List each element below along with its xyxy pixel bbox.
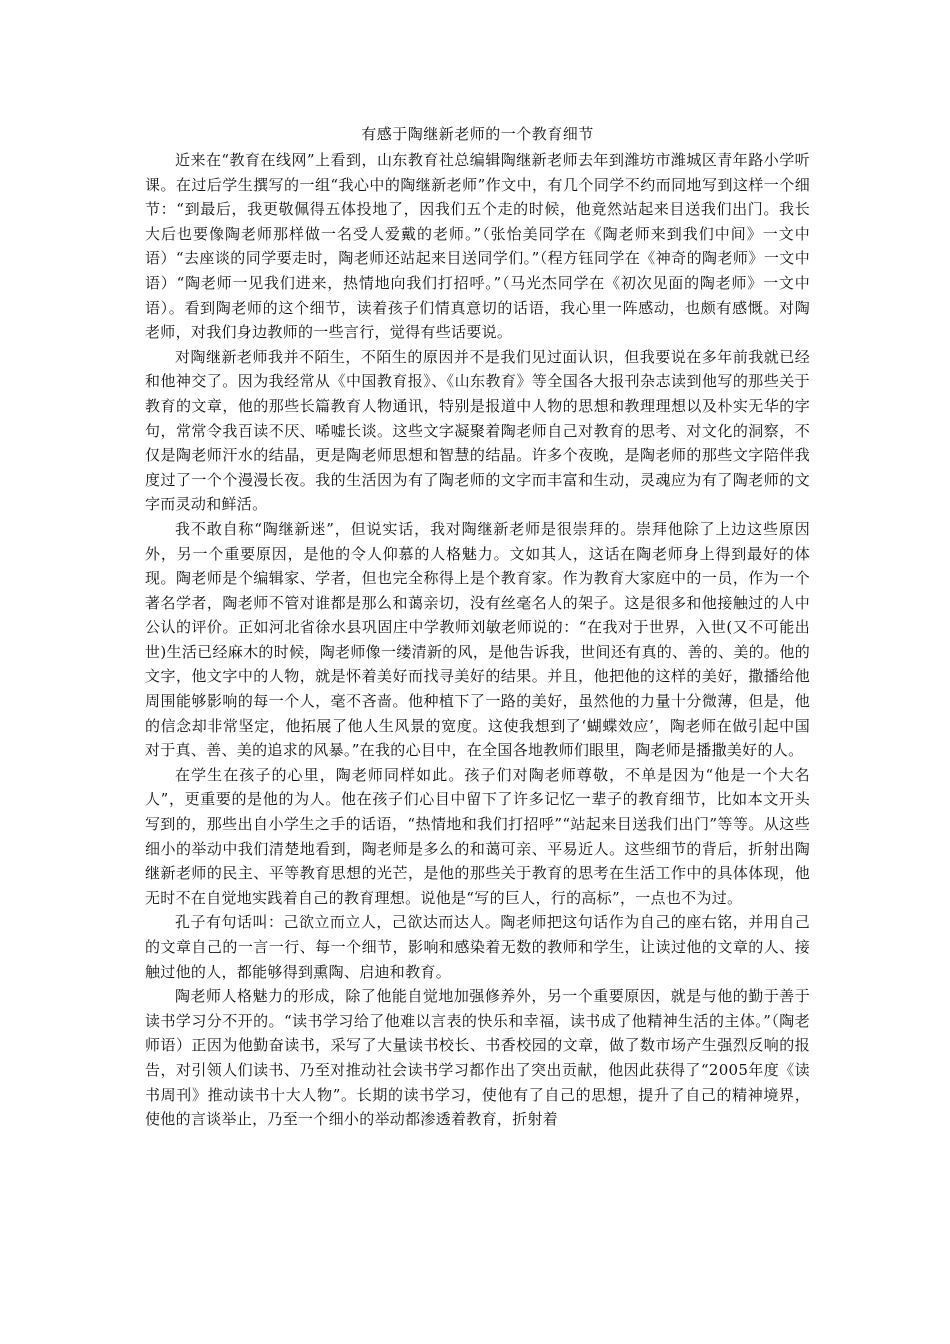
paragraph-6: 陶老师人格魅力的形成，除了他能自觉地加强修养外，另一个重要原因，就是与他的勤于善于读书学习分不开的。“读书学习给了他难以言表的快乐和幸福，读书成了他精神生活的主体。”（陶老师语）正因为他勤奋读书，采写了大量读书校长、书香校园的文章，做了数市场产生强烈反响的报告，对引领人们读书、乃至对推动社会读书学习都作出了突出贡献，他因此获得了“2005年度《读书周刊》推动读书十大人物”。长期的读书学习，使他有了自己的思想，提升了自己的精神境界，使他的言谈举止，乃至一个细小的举动都渗透着教育，折射着 [145, 987, 810, 1129]
paragraph-5: 孔子有句话叫：己欲立而立人，己欲达而达人。陶老师把这句话作为自己的座右铭，并用自己的文章自己的一言一行、每一个细节，影响和感染着无数的教师和学生，让读过他的文章的人、接触过他的人，都能够得到熏陶、启迪和教育。 [145, 913, 810, 981]
paragraph-3: 我不敢自称“陶继新迷”，但说实话，我对陶继新老师是很崇拜的。崇拜他除了上边这些原因外，另一个重要原因，是他的令人仰慕的人格魅力。文如其人，这话在陶老师身上得到最好的体现。陶老师是个编辑家、学者，但也完全称得上是个教育家。作为教育大家庭中的一员，作为一个著名学者，陶老师不管对谁都是那么和蔼亲切，没有丝毫名人的架子。这是很多和他接触过的人中公认的评价。正如河北省徐水县巩固庄中学教师刘敏老师说的：“在我对于世界，入世(又不可能出世)生活已经麻木的时候，陶老师像一缕清新的风，是他告诉我，世间还有真的、善的、美的。他的文字，他文字中的人物，就是怀着美好而找寻美好的结果。并且，他把他的这样的美好，撒播给他周围能够影响的每一个人，毫不吝啬。他种植下了一路的美好，虽然他的力量十分微薄，但是，他的信念却非常坚定，他拓展了他人生风景的宽度。这使我想到了‘蝴蝶效应’，陶老师在做引起中国对于真、善、美的追求的风暴。”在我的心目中，在全国各地教师们眼里，陶老师是播撒美好的人。 [145, 519, 810, 760]
paragraph-4: 在学生在孩子的心里，陶老师同样如此。孩子们对陶老师尊敬，不单是因为“他是一个大名人”，更重要的是他的为人。他在孩子们心目中留下了许多记忆一辈子的教育细节，比如本文开头写到的，那些出自小学生之手的话语，“热情地和我们打招呼”“站起来目送我们出门”等等。从这些细小的举动中我们清楚地看到，陶老师是多么的和蔼可亲、平易近人。这些细节的背后，折射出陶继新老师的民主、平等教育思想的光芒，是他的那些关于教育的思考在生活工作中的具体体现，他无时不在自觉地实践着自己的教育理想。说他是“写的巨人，行的高标”，一点也不为过。 [145, 765, 810, 907]
document-page [145, 122, 810, 1132]
paragraph-2: 对陶继新老师我并不陌生，不陌生的原因并不是我们见过面认识，但我要说在多年前我就已经和他神交了。因为我经常从《中国教育报》、《山东教育》等全国各大报刊杂志读到他写的那些关于教育的文章，他的那些长篇教育人物通讯，特别是报道中人物的思想和教理理想以及朴实无华的字句，常常令我百读不厌、唏嘘长谈。这些文字凝聚着陶老师自己对教育的思考、对文化的洞察，不仅是陶老师汗水的结晶，更是陶老师思想和智慧的结晶。许多个夜晚，是陶老师的那些文字陪伴我度过了一个个漫漫长夜。我的生活因为有了陶老师的文字而丰富和生动，灵魂应为有了陶老师的文字而灵动和鲜活。 [145, 347, 810, 514]
document-title: 有感于陶继新老师的一个教育细节 [361, 125, 594, 143]
paragraph-1: 近来在“教育在线网”上看到，山东教育社总编辑陶继新老师去年到潍坊市潍城区青年路小学听课。在过后学生撰写的一组“我心中的陶继新老师”作文中，有几个同学不约而同地写到这样一个细节：“到最后，我更敬佩得五体投地了，因我们五个走的时候，他竟然站起来目送我们出门。我长大后也要像陶老师那样做一名受人爱戴的老师。”（张怡美同学在《陶老师来到我们中间》一文中语）“去座谈的同学要走时，陶老师还站起来目送同学们。”（程方钰同学在《神奇的陶老师》一文中语）“陶老师一见我们进来，热情地向我们打招呼。”（马光杰同学在《初次见面的陶老师》一文中语）。看到陶老师的这个细节，读着孩子们情真意切的话语，我心里一阵感动，也颇有感慨。对陶老师，对我们身边教师的一些言行，觉得有些话要说。 [145, 151, 810, 342]
